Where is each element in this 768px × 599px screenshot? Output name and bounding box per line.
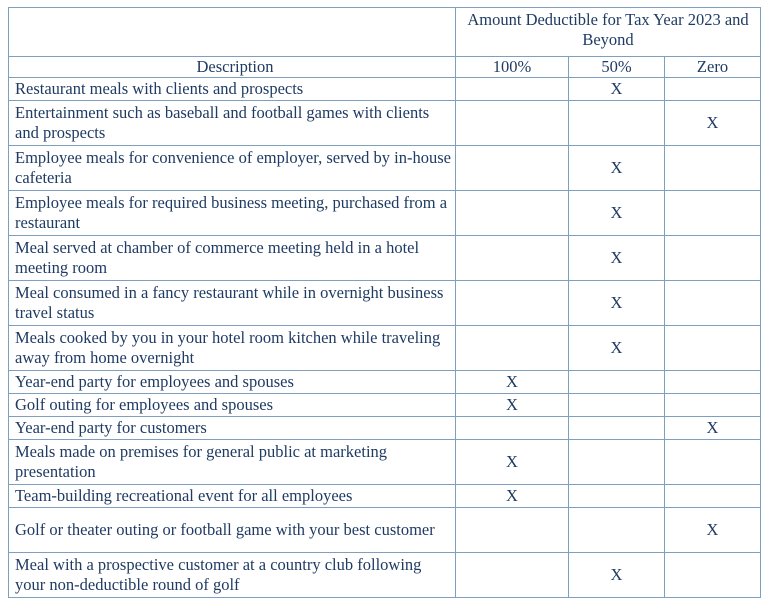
column-header-50: 50%: [569, 57, 665, 78]
mark-100: [456, 236, 569, 281]
header-empty-cell: [9, 8, 456, 57]
table-row: [9, 485, 761, 508]
mark-zero: [665, 394, 761, 417]
mark-50: [569, 440, 665, 485]
mark-zero: [665, 78, 761, 101]
mark-100: [456, 508, 569, 553]
mark-50: [569, 394, 665, 417]
mark-50: X: [569, 236, 665, 281]
mark-zero: [665, 553, 761, 598]
mark-zero: [665, 485, 761, 508]
mark-zero: [665, 236, 761, 281]
deduction-table: [8, 7, 761, 598]
header-row-group: [9, 8, 761, 57]
mark-zero: [665, 440, 761, 485]
row-description: Entertainment such as baseball and football games with clients and prospects: [9, 101, 456, 146]
table-row: [9, 508, 761, 553]
deductible-group-header: Amount Deductible for Tax Year 2023 and Beyond: [456, 8, 761, 57]
mark-50: X: [569, 326, 665, 371]
mark-50: [569, 417, 665, 440]
row-description: Year-end party for customers: [9, 417, 456, 440]
mark-zero: [665, 326, 761, 371]
mark-50: X: [569, 78, 665, 101]
table-row: [9, 394, 761, 417]
mark-50: [569, 371, 665, 394]
mark-50: X: [569, 281, 665, 326]
table-row: [9, 553, 761, 598]
mark-50: [569, 485, 665, 508]
table-row: [9, 326, 761, 371]
row-description: Year-end party for employees and spouses: [9, 371, 456, 394]
table-row: [9, 371, 761, 394]
table-row: [9, 440, 761, 485]
row-description: Restaurant meals with clients and prospects: [9, 78, 456, 101]
row-description: Golf or theater outing or football game with your best customer: [9, 508, 456, 553]
mark-100: [456, 191, 569, 236]
mark-zero: [665, 281, 761, 326]
row-description: Meals cooked by you in your hotel room kitchen while traveling away from home overnight: [9, 326, 456, 371]
table-row: [9, 101, 761, 146]
table-row: [9, 78, 761, 101]
mark-zero: X: [665, 508, 761, 553]
mark-100: [456, 553, 569, 598]
mark-100: [456, 326, 569, 371]
table-row: [9, 236, 761, 281]
row-description: Golf outing for employees and spouses: [9, 394, 456, 417]
table-row: [9, 191, 761, 236]
mark-100: [456, 281, 569, 326]
row-description: Meals made on premises for general public at marketing presentation: [9, 440, 456, 485]
row-description: Meal consumed in a fancy restaurant while in overnight business travel status: [9, 281, 456, 326]
mark-50: X: [569, 553, 665, 598]
column-header-zero: Zero: [665, 57, 761, 78]
mark-zero: X: [665, 417, 761, 440]
mark-100: [456, 146, 569, 191]
mark-50: X: [569, 191, 665, 236]
row-description: Meal served at chamber of commerce meeting held in a hotel meeting room: [9, 236, 456, 281]
mark-100: X: [456, 371, 569, 394]
mark-50: X: [569, 146, 665, 191]
mark-100: [456, 78, 569, 101]
mark-50: [569, 508, 665, 553]
header-row-columns: [9, 57, 761, 78]
row-description: Team-building recreational event for all employees: [9, 485, 456, 508]
mark-zero: [665, 146, 761, 191]
column-header-100: 100%: [456, 57, 569, 78]
mark-100: [456, 417, 569, 440]
mark-zero: [665, 191, 761, 236]
mark-100: X: [456, 394, 569, 417]
row-description: Meal with a prospective customer at a country club following your non-deductible round of golf: [9, 553, 456, 598]
row-description: Employee meals for convenience of employer, served by in-house cafeteria: [9, 146, 456, 191]
mark-zero: X: [665, 101, 761, 146]
description-column-header: Description: [9, 57, 456, 78]
mark-zero: [665, 371, 761, 394]
table-row: [9, 281, 761, 326]
table-row: [9, 146, 761, 191]
table-row: [9, 417, 761, 440]
mark-100: X: [456, 485, 569, 508]
row-description: Employee meals for required business meeting, purchased from a restaurant: [9, 191, 456, 236]
mark-50: [569, 101, 665, 146]
mark-100: X: [456, 440, 569, 485]
mark-100: [456, 101, 569, 146]
